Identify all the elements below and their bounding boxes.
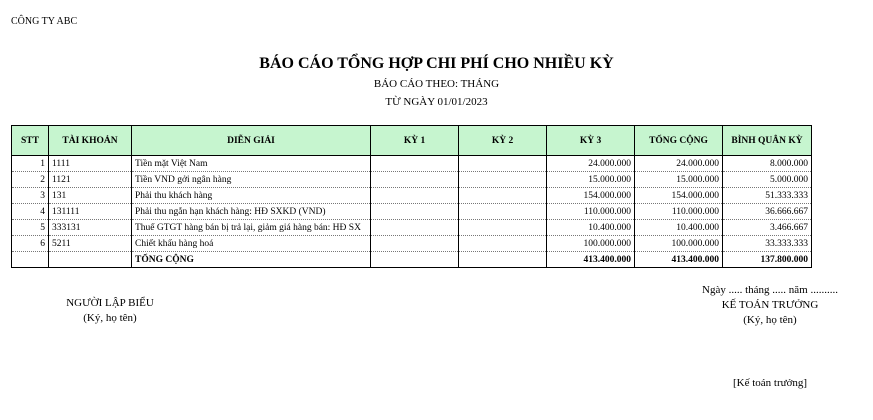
signature-date-line: Ngày ..... tháng ..... năm .......... (702, 284, 838, 296)
cell-average: 33.333.333 (723, 236, 812, 252)
header-period-1: KỲ 1 (371, 126, 459, 156)
cell-period-2 (459, 204, 547, 220)
cell-period-2 (459, 220, 547, 236)
cell-period-2 (459, 188, 547, 204)
cell-account: 131111 (49, 204, 132, 220)
cell-period-2 (459, 236, 547, 252)
cell-period-2 (459, 252, 547, 268)
expense-summary-table (11, 125, 812, 268)
table-total-row (12, 252, 812, 268)
cell-period-2 (459, 156, 547, 172)
cell-average: 3.466.667 (723, 220, 812, 236)
header-stt: STT (12, 126, 49, 156)
cell-period-3: 154.000.000 (547, 188, 635, 204)
chief-accountant-title: KẾ TOÁN TRƯỞNG (721, 299, 819, 311)
cell-period-1 (371, 204, 459, 220)
company-name: CÔNG TY ABC (11, 16, 78, 27)
header-total: TỔNG CỘNG (635, 126, 723, 156)
cell-period-1 (371, 172, 459, 188)
total-total: 413.400.000 (635, 252, 723, 268)
cell-description: Phải thu ngắn hạn khách hàng: HĐ SXKD (VND) (132, 204, 371, 220)
cell-total: 110.000.000 (635, 204, 723, 220)
cell-total: 10.400.000 (635, 220, 723, 236)
header-description: DIỄN GIẢI (132, 126, 371, 156)
cell-total: 15.000.000 (635, 172, 723, 188)
preparer-signature-block (40, 296, 180, 326)
cell-total: 100.000.000 (635, 236, 723, 252)
cell-account: 5211 (49, 236, 132, 252)
cell-account: 131 (49, 188, 132, 204)
cell-account: 1121 (49, 172, 132, 188)
cell-period-1 (371, 252, 459, 268)
total-average: 137.800.000 (723, 252, 812, 268)
report-title: BÁO CÁO TỔNG HỢP CHI PHÍ CHO NHIỀU KỲ (259, 55, 614, 72)
cell-account: 1111 (49, 156, 132, 172)
chief-accountant-signature-block (690, 283, 850, 328)
header-account: TÀI KHOẢN (49, 126, 132, 156)
cell-stt: 2 (12, 172, 49, 188)
cell-account: 333131 (49, 220, 132, 236)
chief-accountant-footnote: [Kế toán trưởng] (733, 377, 808, 389)
cell-period-3: 10.400.000 (547, 220, 635, 236)
report-period-type: BÁO CÁO THEO: THÁNG (373, 78, 500, 90)
cell-description: Tiền mặt Việt Nam (132, 156, 371, 172)
cell-total: 154.000.000 (635, 188, 723, 204)
total-label: TỔNG CỘNG (132, 252, 371, 268)
table-row (12, 220, 812, 236)
cell-average: 36.666.667 (723, 204, 812, 220)
preparer-note: (Ký, họ tên) (83, 312, 137, 324)
cell-period-3: 110.000.000 (547, 204, 635, 220)
cell-total: 24.000.000 (635, 156, 723, 172)
preparer-title: NGƯỜI LẬP BIỂU (66, 297, 154, 309)
cell-period-1 (371, 156, 459, 172)
cell-period-1 (371, 220, 459, 236)
header-period-3: KỲ 3 (547, 126, 635, 156)
table-row (12, 172, 812, 188)
table-row (12, 188, 812, 204)
cell-period-1 (371, 188, 459, 204)
report-start-date: TỪ NGÀY 01/01/2023 (385, 96, 488, 108)
table-row (12, 156, 812, 172)
cell-description: Phải thu khách hàng (132, 188, 371, 204)
cell-period-1 (371, 236, 459, 252)
header-average: BÌNH QUÂN KỲ (723, 126, 812, 156)
cell-average: 5.000.000 (723, 172, 812, 188)
table-header-row (12, 126, 812, 156)
cell-period-2 (459, 172, 547, 188)
cell-stt: 5 (12, 220, 49, 236)
cell-average: 51.333.333 (723, 188, 812, 204)
cell-stt: 3 (12, 188, 49, 204)
header-period-2: KỲ 2 (459, 126, 547, 156)
cell-stt: 6 (12, 236, 49, 252)
table-row (12, 236, 812, 252)
cell-description: Chiết khấu hàng hoá (132, 236, 371, 252)
cell-average: 8.000.000 (723, 156, 812, 172)
cell-stt (12, 252, 49, 268)
chief-accountant-note: (Ký, họ tên) (743, 314, 797, 326)
cell-description: Tiền VND gởi ngân hàng (132, 172, 371, 188)
cell-stt: 4 (12, 204, 49, 220)
cell-period-3: 15.000.000 (547, 172, 635, 188)
cell-period-3: 24.000.000 (547, 156, 635, 172)
cell-stt: 1 (12, 156, 49, 172)
table-row (12, 204, 812, 220)
total-period-3: 413.400.000 (547, 252, 635, 268)
cell-period-3: 100.000.000 (547, 236, 635, 252)
cell-description: Thuế GTGT hàng bán bị trả lại, giảm giá hàng bán: HĐ SX (132, 220, 371, 236)
cell-account (49, 252, 132, 268)
